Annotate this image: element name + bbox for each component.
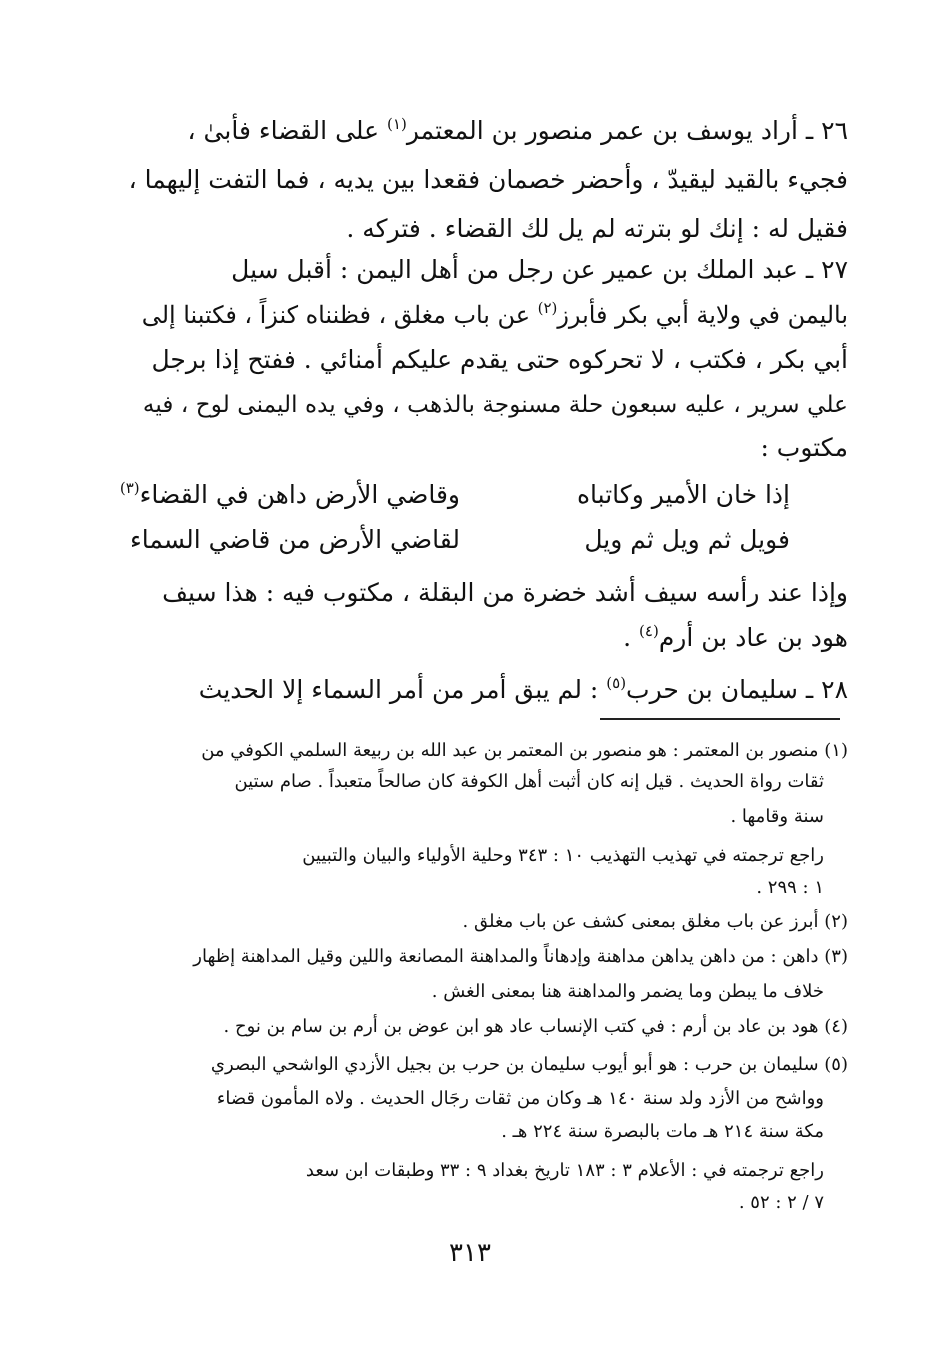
text-run: وقاضي الأرض داهن في القضاء xyxy=(139,480,460,509)
footnote-separator xyxy=(600,718,840,720)
hemistich-first: إذا خان الأمير وكاتباه xyxy=(576,480,790,509)
footnote-5-line: وواشح من الأزد ولد سنة ١٤٠ هـ وكان من ثقات رجَال الحديث . ولاه المأمون قضاء xyxy=(216,1088,824,1109)
footnote-5-line: (٥) سليمان بن حرب : هو أبو أيوب سليمان بن حرب بن بجيل الأزدي الواشحي البصري xyxy=(210,1054,848,1075)
footnote-1-line: ١ : ٢٩٩ . xyxy=(756,877,824,898)
footnote-3-line: (٣) داهن : من داهن يداهن مداهنة وإدهاناً والمداهنة المصانعة واللين وقيل المداهنة إظهار xyxy=(193,946,848,967)
footnote-ref: (٢) xyxy=(537,299,558,317)
text-run: ٢٨ ـ سليمان بن حرب xyxy=(626,675,848,704)
text-run: ٢٦ ـ أراد يوسف بن عمر منصور بن المعتمر xyxy=(406,116,848,145)
footnote-4-line: (٤) هود بن عاد بن أرم : في كتب الإنساب عاد هو ابن عوض بن أرم بن سام بن نوح . xyxy=(223,1016,848,1037)
footnote-ref: (٥) xyxy=(606,674,627,692)
footnote-1-line: راجع ترجمته في تهذيب التهذيب ١٠ : ٣٤٣ وحلية الأولياء والبيان والتبيين xyxy=(302,845,824,866)
paragraph-line: أبي بكر ، فكتب ، لا تحركوه حتى يقدم عليكم أمنائي . ففتح إذا برجل xyxy=(151,345,848,374)
paragraph-line: مكتوب : xyxy=(760,433,848,462)
paragraph-line: فجيء بالقيد ليقيدّ ، وأحضر خصمان فقعدا بين يديه ، فما التفت إليهما ، xyxy=(128,165,848,194)
text-run: هود بن عاد بن أرم xyxy=(658,623,848,652)
paragraph-line: وإذا عند رأسه سيف أشد خضرة من البقلة ، مكتوب فيه : هذا سيف xyxy=(162,578,848,607)
footnote-5-line: ٧ / ٢ : ٥٢ . xyxy=(738,1192,824,1213)
text-run: عن باب مغلق ، فظنناه كنزاً ، فكتبنا إلى xyxy=(141,301,538,329)
paragraph-line: علي سرير ، عليه سبعون حلة مسنوجة بالذهب ، وفي يده اليمنى لوح ، فيه xyxy=(142,391,848,418)
hemistich-second: لقاضي الأرض من قاضي السماء xyxy=(130,525,460,554)
paragraph-line: ٢٧ ـ عبد الملك بن عمير عن رجل من أهل اليمن : أقبل سيل xyxy=(231,255,848,284)
footnote-ref: (١) xyxy=(387,115,407,133)
hemistich-first: فويل ثم ويل ثم ويل xyxy=(584,525,790,554)
footnote-1-line: ثقات رواة الحديث . قيل إنه كان أثبت أهل الكوفة كان صالحاً متعبداً . صام ستين xyxy=(234,771,824,792)
footnote-3-line: خلاف ما يبطن وما يضمر والمداهنة هنا بمعنى الغش . xyxy=(431,981,824,1002)
poem-verse xyxy=(130,515,790,565)
paragraph-line xyxy=(128,664,848,716)
footnote-ref: (٣) xyxy=(119,479,140,497)
hemistich-second xyxy=(119,470,460,520)
text-run: باليمن في ولاية أبي بكر فأبرز xyxy=(557,301,848,329)
footnote-5-line: راجع ترجمته في : الأعلام ٣ : ١٨٣ تاريخ بغداد ٩ : ٣٣ وطبقات ابن سعد xyxy=(305,1160,824,1181)
footnote-5-line: مكة سنة ٢١٤ هـ مات بالبصرة سنة ٢٢٤ هـ . xyxy=(501,1121,824,1142)
text-run: على القضاء فأبىٰ ، xyxy=(187,116,388,145)
footnote-1-line: سنة وقامها . xyxy=(730,806,824,827)
text-run: . xyxy=(623,623,640,652)
paragraph-line xyxy=(128,105,848,157)
footnote-2-line: (٢) أبرز عن باب مغلق بمعنى كشف عن باب مغلق . xyxy=(462,911,848,932)
paragraph-line xyxy=(128,612,848,664)
page-number: ٣١٣ xyxy=(449,1238,491,1268)
footnote-1-line: (١) منصور بن المعتمر : هو منصور بن المعتمر بن عبد الله بن ربيعة السلمي الكوفي من xyxy=(201,740,848,761)
text-run: : لم يبق أمر من أمر السماء إلا الحديث xyxy=(198,675,607,704)
poem-verse xyxy=(119,470,790,520)
footnote-ref: (٤) xyxy=(639,622,659,640)
paragraph-line: فقيل له : إنك لو بترته لم يل لك القضاء . فتركه . xyxy=(346,214,848,243)
